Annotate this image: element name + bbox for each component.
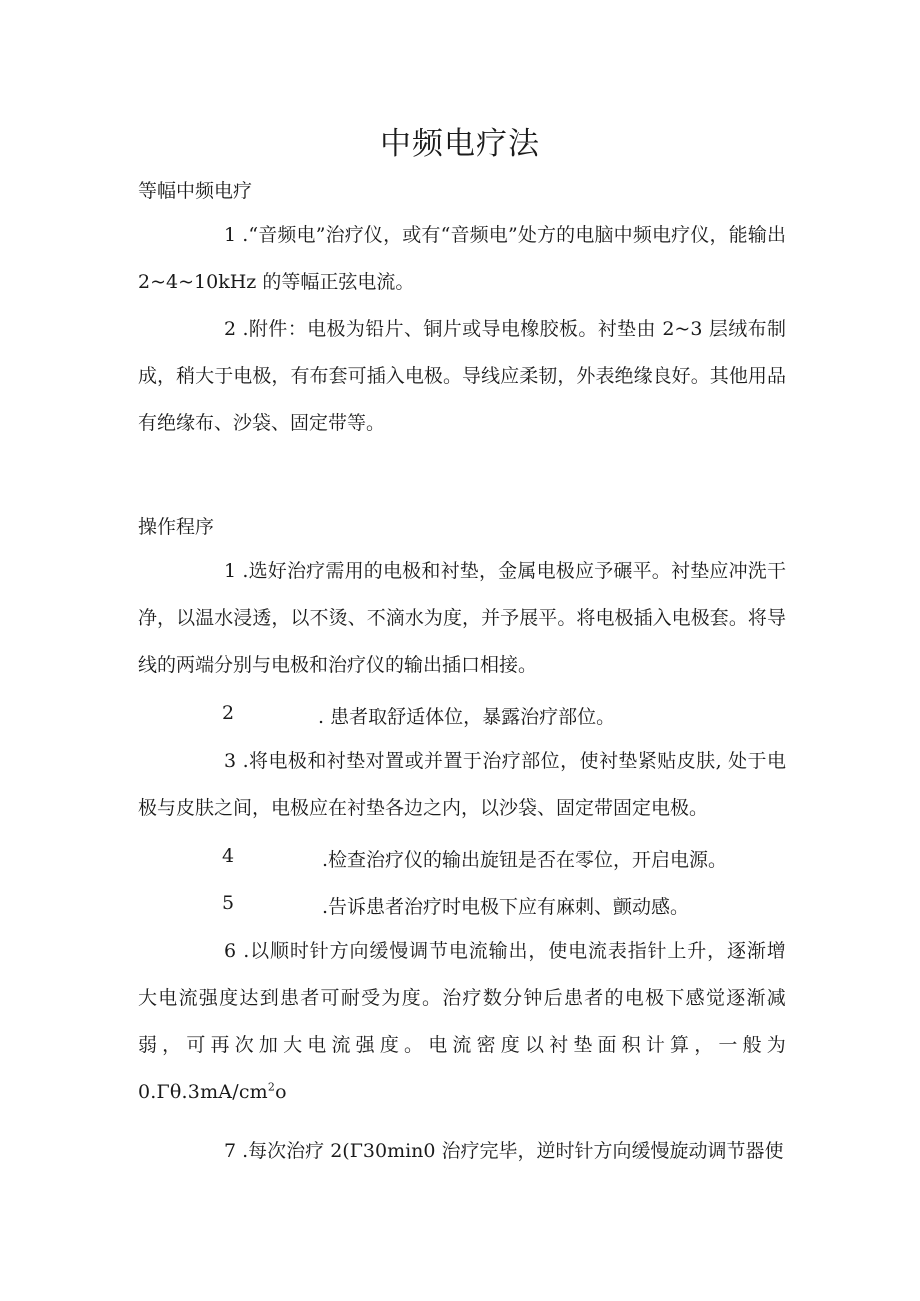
step-6-end: o <box>275 1081 287 1103</box>
step-2-text: . 患者取舒适体位，暴露治疗部位。 <box>318 706 616 728</box>
step-2-number: 2 <box>222 702 235 724</box>
section-heading-equal-amplitude: 等幅中频电疗 <box>138 180 253 202</box>
section-heading-procedure: 操作程序 <box>138 516 215 538</box>
paragraph-step-3: 3 .将电极和衬垫对置或并置于治疗部位，使衬垫紧贴皮肤, 处于电极与皮肤之间，电极应在衬垫各边之内，以沙袋、固定带固定电极。 <box>138 750 786 819</box>
step-5-number: 5 <box>222 892 235 914</box>
step-6-superscript: 2 <box>267 1080 276 1094</box>
paragraph-item-2: 2 .附件：电极为铅片、铜片或导电橡胶板。衬垫由 2~3 层绒布制成，稍大于电极，有布套可插入电极。导线应柔韧，外表绝缘良好。其他用品有绝缘布、沙袋、固定带等。 <box>138 318 786 434</box>
step-5-text: .告诉患者治疗时电极下应有麻刺、颤动感。 <box>322 896 690 918</box>
paragraph-item-1: 1 .“音频电”治疗仪，或有“音频电”处方的电脑中频电疗仪，能输出 2~4~10kHz 的等幅正弦电流。 <box>138 224 786 293</box>
step-4-number: 4 <box>222 845 235 867</box>
step-6-text: 6 .以顺时针方向缓慢调节电流输出，使电流表指针上升，逐渐增大电流强度达到患者可耐受为度。治疗数分钟后患者的电极下感觉逐渐减弱，可再次加大电流强度。电流密度以衬垫面积计算，一般为 <box>138 940 786 1056</box>
paragraph-step-6 <box>138 928 786 1116</box>
step-6-current-density: 0.Γθ.3mA∕cm <box>138 1081 268 1103</box>
paragraph-step-7: 7 .每次治疗 2(Γ30min0 治疗完毕，逆时针方向缓慢旋动调节器使 <box>224 1140 784 1162</box>
paragraph-step-1: 1 .选好治疗需用的电极和衬垫，金属电极应予碾平。衬垫应冲洗干净，以温水浸透，以不烫、不滴水为度，并予展平。将电极插入电极套。将导线的两端分别与电极和治疗仪的输出插口相接。 <box>138 560 786 676</box>
step-4-text: .检查治疗仪的输出旋钮是否在零位，开启电源。 <box>322 849 728 871</box>
page-title: 中频电疗法 <box>380 126 540 162</box>
